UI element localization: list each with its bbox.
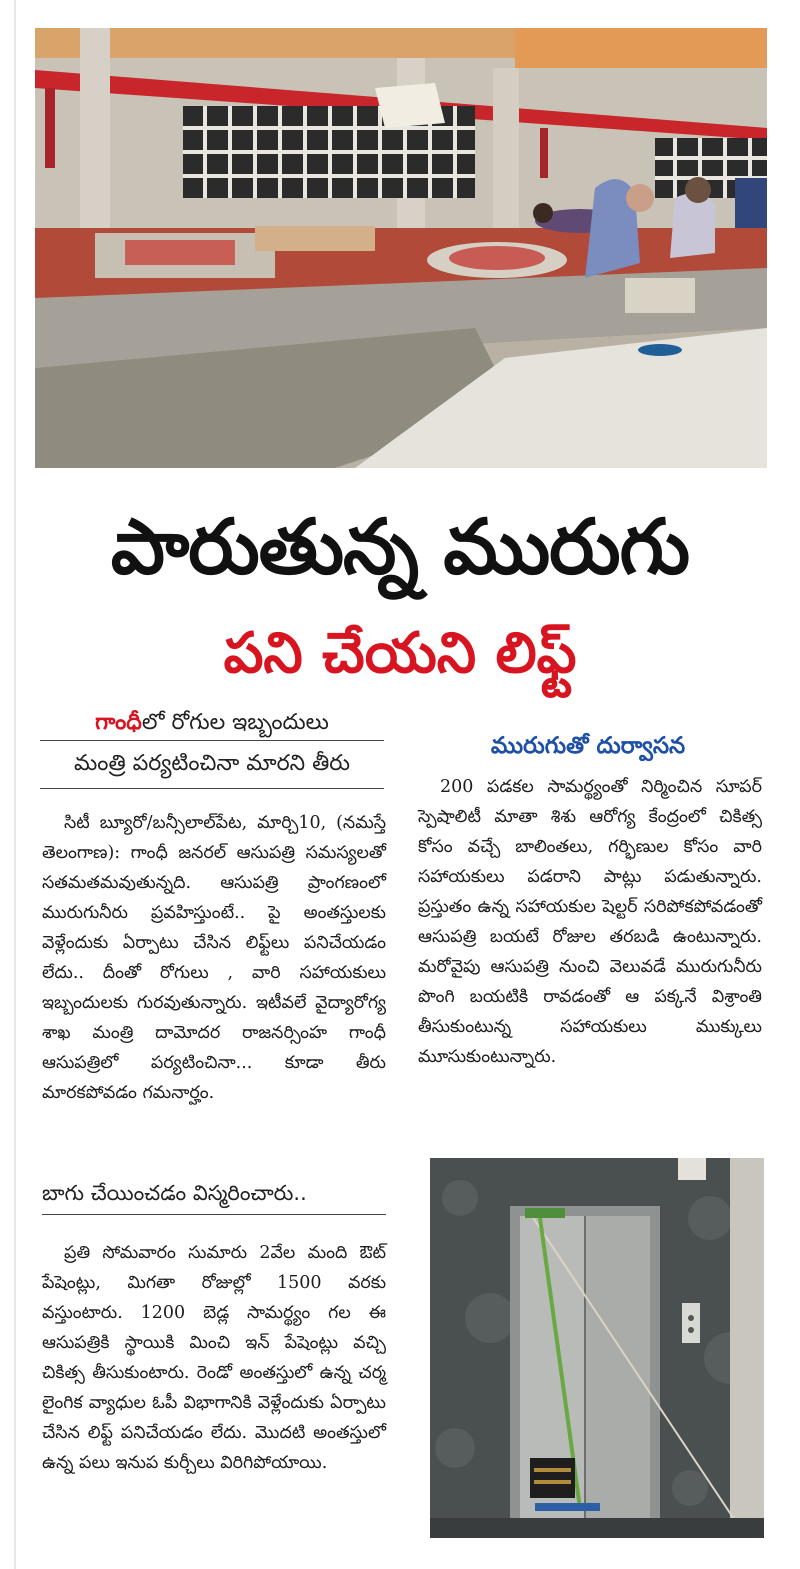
section-subhead: బాగు చేయించడం విస్మరించారు.. [42, 1181, 307, 1205]
kicker-rest: లో రోగుల ఇబ్బందులు [141, 710, 329, 735]
subheadline: పని చేయని లిఫ్ట్ [223, 621, 577, 686]
kicker-divider [40, 740, 384, 741]
hospital-corridor-photo [35, 28, 767, 468]
broken-lift-photo [430, 1158, 764, 1538]
dateline-paragraph: సిటీ బ్యూరో/బన్సీలాల్‌పేట, మార్చి10, (నమస్తే తెలంగాణ): గాంధీ జనరల్ ఆసుపత్రి సమస్యలతో సతమతమవుతున్నది. ఆసుపత్రి ప్రాంగణంలో మురుగునీరు ప్రవహిస్తుంటే.. పై అంతస్తులకు వెళ్లేందుకు ఏర్పాటు చేసిన లిఫ్ట్‌లు పనిచేయడం లేదు.. దీంతో రోగులు , వారి సహాయకులు ఇబ్బందులకు గురవుతున్నారు. ఇటీవలే వైద్యారోగ్య శాఖ మంత్రి దామోదర రాజనర్సింహ గాంధీ ఆసుపత్రిలో పర్యటించినా... కూడా తీరు మారకపోవడం గమనార్హం. [42, 813, 386, 1103]
page-edge-rule [14, 0, 16, 1569]
subhead-divider [42, 1214, 386, 1215]
kicker-line-2: మంత్రి పర్యటించినా మారని తీరు [74, 751, 350, 776]
stench-paragraph: 200 పడకల సామర్థ్యంతో నిర్మించిన సూపర్ స్పెషాలిటీ మాతా శిశు ఆరోగ్య కేంద్రంలో చికిత్స కోసం వచ్చే బాలింతలు, గర్భిణుల కోసం వారి సహాయకులు పడరాని పాట్లు పడుతున్నారు. ప్రస్తుతం ఉన్న సహాయకుల షెల్టర్ సరిపోకపోవడంతో ఆసుపత్రి బయటే రోజుల తరబడి ఉంటున్నారు. మరోవైపు ఆసుపత్రి నుంచి వెలువడే మురుగునీరు పొంగి బయటికి రావడంతో ఆ పక్కనే విశ్రాంతి తీసుకుంటున్న సహాయకులు ముక్కులు మూసుకుంటున్నారు. [418, 777, 762, 1067]
kicker-highlight: గాంధీ [95, 710, 142, 735]
kicker-divider [40, 788, 384, 789]
headline: పారుతున్న మురుగు [110, 502, 690, 591]
kicker-line-1 [40, 708, 384, 738]
repairs-paragraph: ప్రతి సోమవారం సుమారు 2వేల మంది ఔట్ పేషెంట్లు, మిగతా రోజుల్లో 1500 వరకు వస్తుంటారు. 1200 బెడ్ల సామర్థ్యం గల ఈ ఆసుపత్రికి స్థాయికి మించి ఇన్ పేషెంట్లు వచ్చి చికిత్స తీసుకుంటారు. రెండో అంతస్తులో ఉన్న చర్మ లైంగిక వ్యాధుల ఓపీ విభాగానికి వెళ్లేందుకు ఏర్పాటు చేసిన లిఫ్ట్ పనిచేయడం లేదు. మొదటి అంతస్తులో ఉన్న పలు ఇనుప కుర్చీలు విరిగిపోయాయి. [42, 1243, 386, 1473]
side-subhead: మురుగుతో దుర్వాసన [490, 733, 686, 759]
